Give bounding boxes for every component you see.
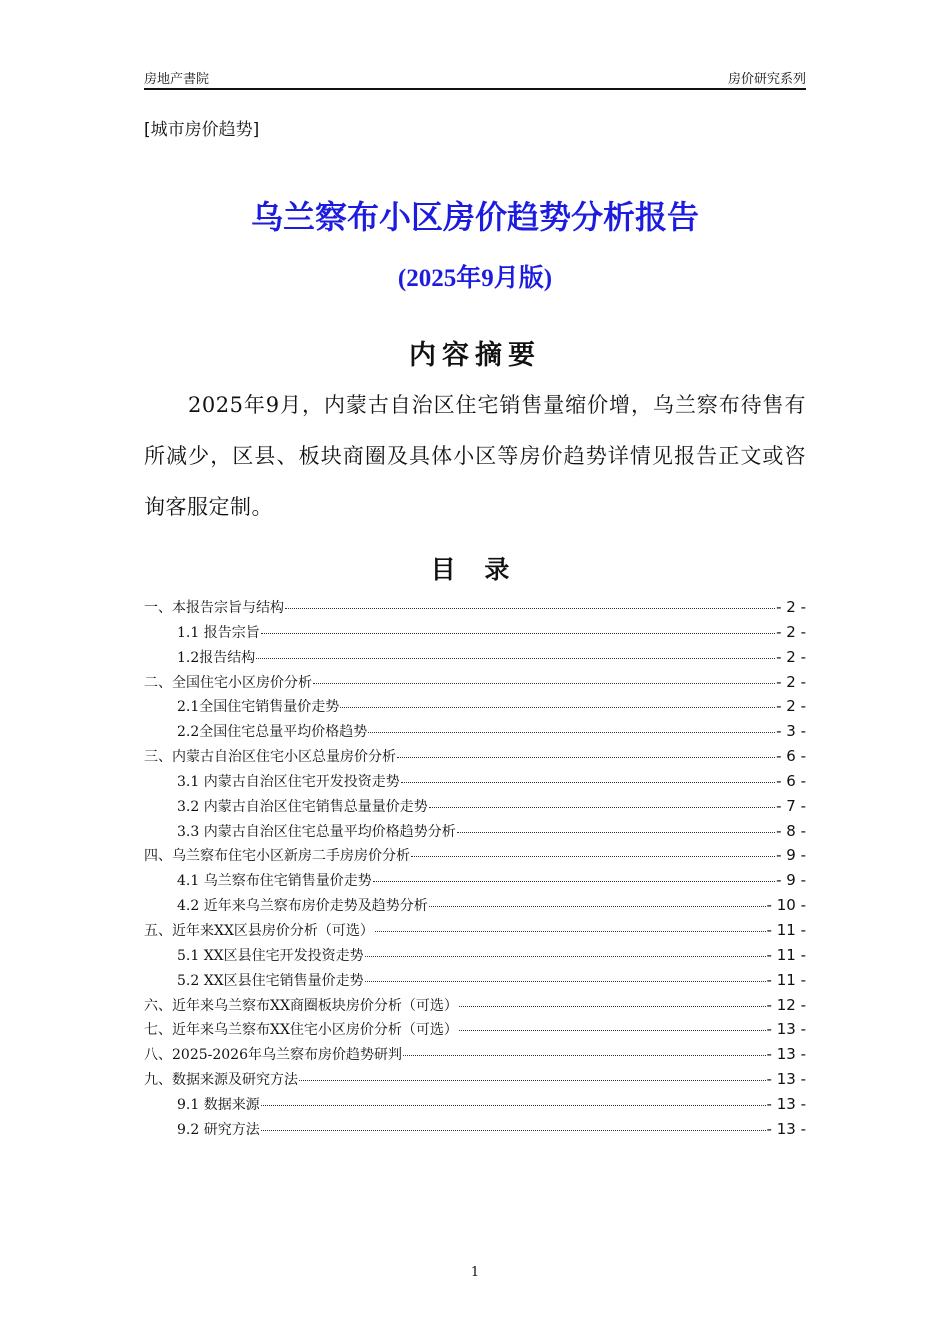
toc-dot-leader bbox=[365, 956, 766, 957]
toc-entry-page: - 9 - bbox=[776, 846, 806, 865]
toc-entry-page: - 2 - bbox=[776, 647, 806, 666]
toc-entry-page: - 12 - bbox=[766, 995, 806, 1014]
toc-entry[interactable] bbox=[144, 794, 806, 819]
toc-entry-label: 1.1 报告宗旨 bbox=[177, 624, 260, 641]
toc-entry[interactable] bbox=[144, 645, 806, 670]
page-header bbox=[144, 68, 806, 90]
toc-dot-leader bbox=[299, 1080, 766, 1081]
toc-entry[interactable] bbox=[144, 1042, 806, 1067]
toc-entry-label: 3.3 内蒙古自治区住宅总量平均价格趋势分析 bbox=[177, 823, 456, 840]
toc-entry[interactable] bbox=[144, 670, 806, 695]
toc-dot-leader bbox=[459, 1006, 766, 1007]
toc-entry-label: 四、乌兰察布住宅小区新房二手房房价分析 bbox=[144, 848, 410, 865]
toc-dot-leader bbox=[365, 981, 766, 982]
toc-entry[interactable] bbox=[144, 918, 806, 943]
toc-entry-page: - 2 - bbox=[776, 672, 806, 691]
toc-entry-page: - 10 - bbox=[766, 896, 806, 915]
toc-entry-label: 4.2 近年来乌兰察布房价走势及趋势分析 bbox=[177, 898, 428, 915]
toc-entry[interactable] bbox=[144, 893, 806, 918]
toc-entry[interactable] bbox=[144, 620, 806, 645]
toc-dot-leader bbox=[411, 856, 775, 857]
category-label: [城市房价趋势] bbox=[144, 120, 260, 140]
toc-entry-label: 六、近年来乌兰察布XX商圈板块房价分析（可选） bbox=[144, 997, 458, 1014]
toc-entry-label: 五、近年来XX区县房价分析（可选） bbox=[144, 922, 374, 939]
toc-entry[interactable] bbox=[144, 993, 806, 1018]
toc-entry-label: 5.1 XX区县住宅开发投资走势 bbox=[177, 947, 364, 964]
toc-entry-label: 3.1 内蒙古自治区住宅开发投资走势 bbox=[177, 773, 400, 790]
toc-entry-label: 5.2 XX区县住宅销售量价走势 bbox=[177, 972, 364, 989]
toc-entry-page: - 13 - bbox=[766, 1045, 806, 1064]
toc-entry-page: - 11 - bbox=[766, 970, 806, 989]
toc-dot-leader bbox=[256, 658, 775, 659]
toc-entry-page: - 9 - bbox=[776, 871, 806, 890]
toc-entry-label: 七、近年来乌兰察布XX住宅小区房价分析（可选） bbox=[144, 1022, 458, 1039]
abstract-heading: 内容摘要 bbox=[409, 340, 541, 371]
report-edition: (2025年9月版) bbox=[397, 265, 553, 292]
toc-dot-leader bbox=[403, 1055, 766, 1056]
toc-entry-page: - 6 - bbox=[776, 771, 806, 790]
toc-entry-page: - 11 - bbox=[766, 920, 806, 939]
toc-entry-page: - 8 - bbox=[776, 821, 806, 840]
toc-entry-label: 1.2报告结构 bbox=[177, 649, 256, 666]
toc-entry-page: - 2 - bbox=[776, 697, 806, 716]
toc-entry-label: 九、数据来源及研究方法 bbox=[144, 1072, 298, 1089]
toc-entry[interactable] bbox=[144, 1067, 806, 1092]
toc-entry[interactable] bbox=[144, 719, 806, 744]
toc-entry-page: - 11 - bbox=[766, 945, 806, 964]
toc-entry[interactable] bbox=[144, 1017, 806, 1042]
toc-dot-leader bbox=[261, 1130, 766, 1131]
toc-entry-label: 2.1全国住宅销售量价走势 bbox=[177, 699, 340, 716]
toc-entry[interactable] bbox=[144, 595, 806, 620]
toc-entry-label: 4.1 乌兰察布住宅销售量价走势 bbox=[177, 873, 372, 890]
toc-entry-page: - 7 - bbox=[776, 796, 806, 815]
toc-entry-label: 一、本报告宗旨与结构 bbox=[144, 600, 284, 616]
toc-dot-leader bbox=[459, 1030, 766, 1031]
toc-dot-leader bbox=[375, 931, 766, 932]
toc-entry[interactable] bbox=[144, 868, 806, 893]
toc-entry[interactable] bbox=[144, 1092, 806, 1117]
toc-dot-leader bbox=[429, 906, 766, 907]
toc-entry-label: 八、2025-2026年乌兰察布房价趋势研判 bbox=[144, 1047, 402, 1064]
toc-entry-label: 2.2全国住宅总量平均价格趋势 bbox=[177, 724, 368, 741]
toc-entry-page: - 13 - bbox=[766, 1119, 806, 1138]
toc-entry-label: 9.1 数据来源 bbox=[177, 1096, 260, 1113]
toc-dot-leader bbox=[397, 757, 775, 758]
header-series: 房价研究系列 bbox=[727, 72, 806, 87]
toc-entry[interactable] bbox=[144, 769, 806, 794]
header-publisher: 房地产書院 bbox=[144, 72, 210, 87]
toc-entry-page: - 2 - bbox=[776, 622, 806, 641]
toc-entry-page: - 2 - bbox=[776, 598, 806, 616]
toc-dot-leader bbox=[401, 782, 775, 783]
toc-entry-label: 9.2 研究方法 bbox=[177, 1121, 260, 1138]
toc-dot-leader bbox=[313, 683, 775, 684]
toc-entry[interactable] bbox=[144, 694, 806, 719]
toc-dot-leader bbox=[261, 1105, 766, 1106]
toc-entry-page: - 3 - bbox=[776, 722, 806, 741]
table-of-contents bbox=[144, 595, 806, 1142]
toc-dot-leader bbox=[340, 707, 775, 708]
toc-entry[interactable] bbox=[144, 843, 806, 868]
toc-entry-label: 3.2 内蒙古自治区住宅销售总量量价走势 bbox=[177, 798, 428, 815]
toc-entry[interactable] bbox=[144, 1117, 806, 1142]
toc-entry-label: 二、全国住宅小区房价分析 bbox=[144, 674, 312, 691]
toc-entry[interactable] bbox=[144, 819, 806, 844]
toc-heading: 目 录 bbox=[430, 555, 520, 584]
toc-entry[interactable] bbox=[144, 744, 806, 769]
page-number: 1 bbox=[470, 1265, 480, 1280]
toc-dot-leader bbox=[368, 732, 775, 733]
toc-entry-page: - 13 - bbox=[766, 1070, 806, 1089]
toc-dot-leader bbox=[285, 608, 775, 609]
report-title: 乌兰察布小区房价趋势分析报告 bbox=[250, 198, 699, 236]
abstract-body: 2025年9月，内蒙古自治区住宅销售量缩价增，乌兰察布待售有所减少，区县、板块商圈及具体小区等房价趋势详情见报告正文或咨询客服定制。 bbox=[144, 393, 806, 519]
toc-dot-leader bbox=[429, 807, 775, 808]
toc-dot-leader bbox=[261, 633, 775, 634]
toc-entry[interactable] bbox=[144, 943, 806, 968]
toc-entry-label: 三、内蒙古自治区住宅小区总量房价分析 bbox=[144, 749, 396, 766]
toc-dot-leader bbox=[457, 832, 775, 833]
toc-entry-page: - 13 - bbox=[766, 1020, 806, 1039]
toc-entry-page: - 6 - bbox=[776, 747, 806, 766]
toc-entry[interactable] bbox=[144, 968, 806, 993]
toc-dot-leader bbox=[373, 881, 775, 882]
toc-entry-page: - 13 - bbox=[766, 1094, 806, 1113]
